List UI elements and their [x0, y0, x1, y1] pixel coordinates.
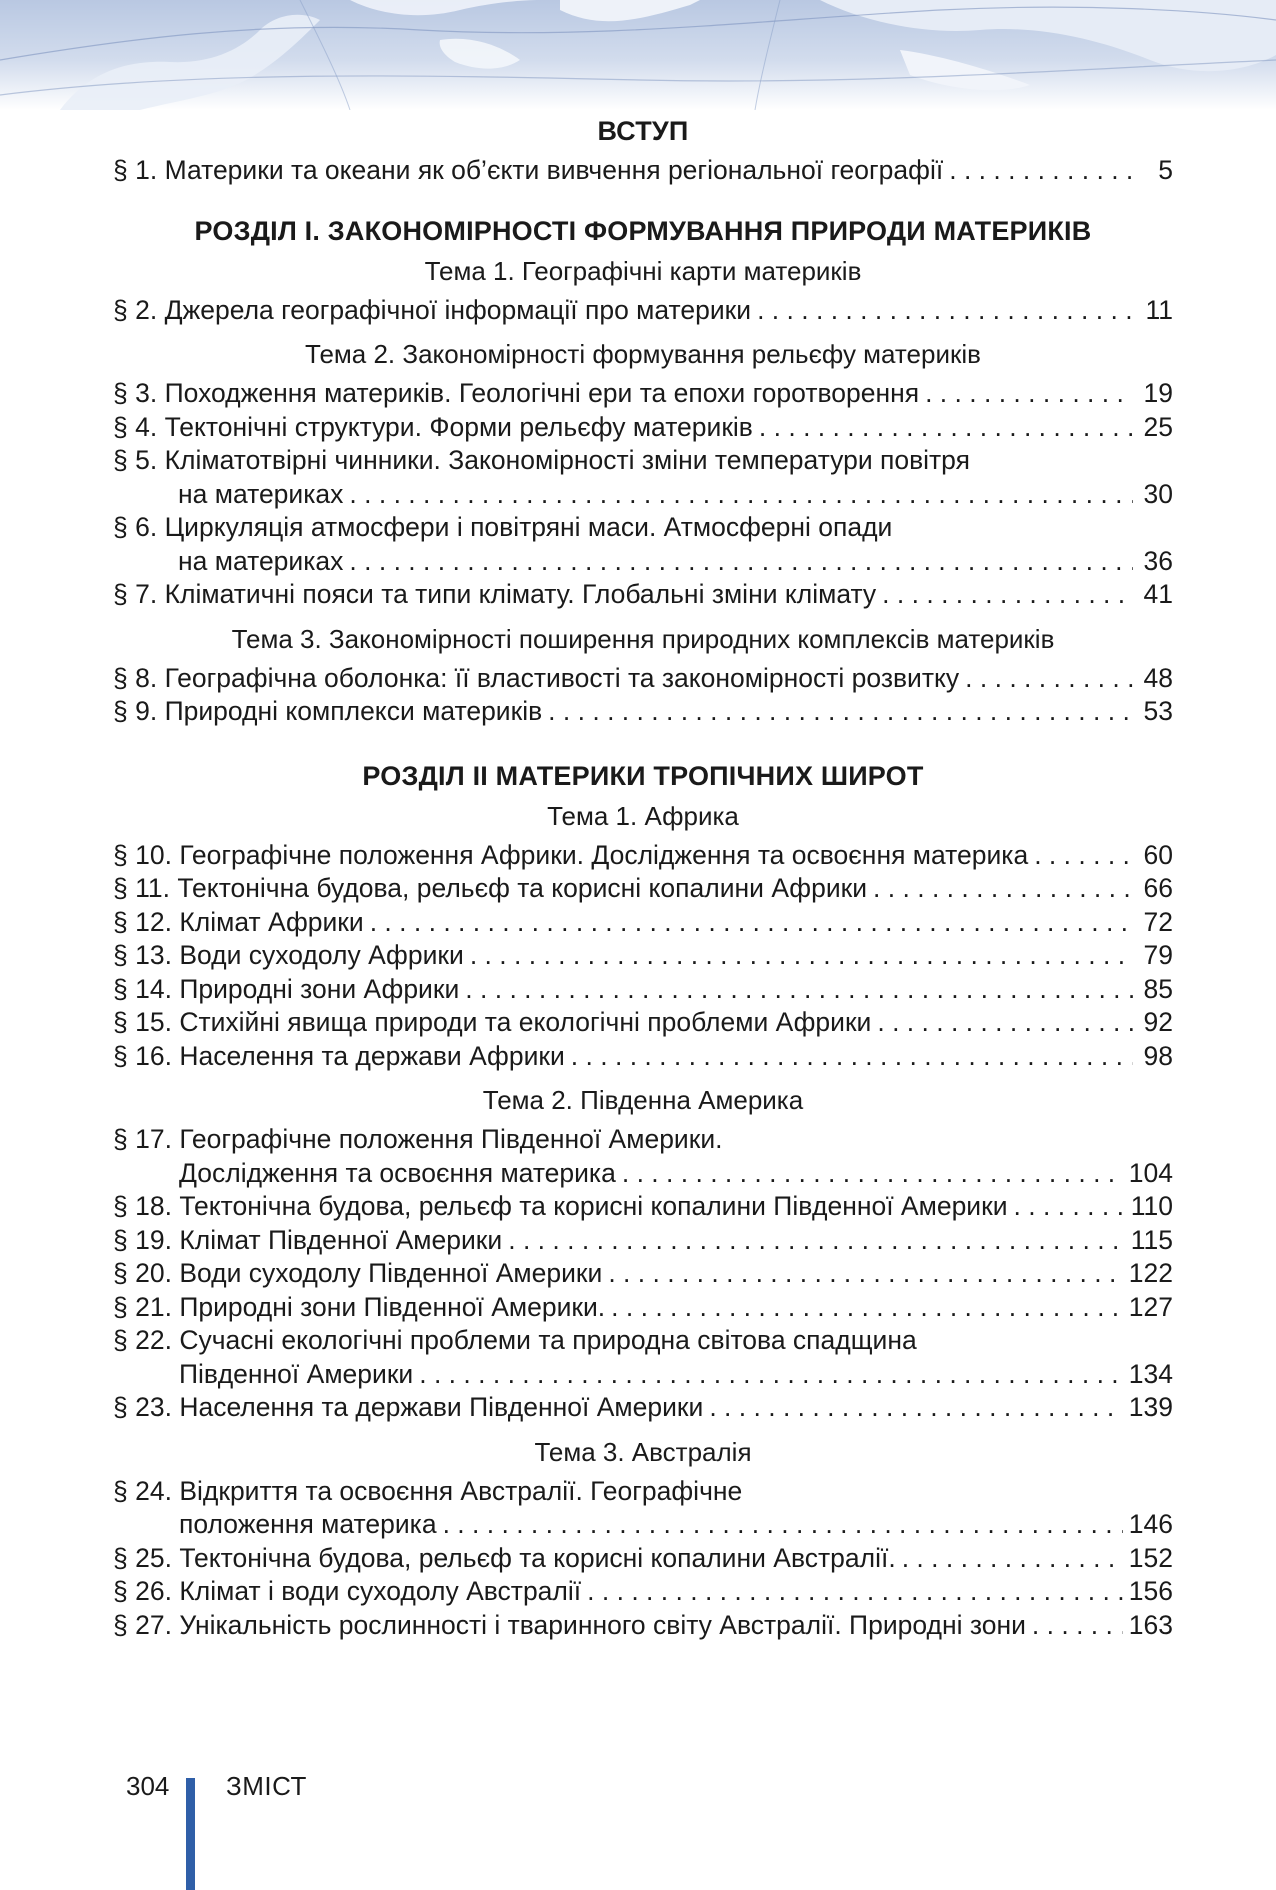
entry-title: Води суходолу Африки — [179, 940, 464, 970]
toc-entry[interactable] — [113, 839, 1173, 873]
leader-dots — [949, 154, 1133, 188]
entry-page: 48 — [1143, 662, 1173, 693]
entry-title: Географічне положення Південної Америки. — [179, 1124, 723, 1154]
section-title: РОЗДІЛ І. ЗАКОНОМІРНОСТІ ФОРМУВАННЯ ПРИРОДИ МАТЕРИКІВ — [194, 215, 1092, 246]
entry-page: 85 — [1143, 973, 1173, 1004]
entry-page: 163 — [1128, 1609, 1173, 1640]
entry-number: § 26. — [113, 1576, 172, 1606]
leader-dots — [709, 1391, 1122, 1425]
entry-number: § 24. — [113, 1475, 172, 1506]
entry-page: 134 — [1128, 1358, 1173, 1389]
entry-page: 92 — [1143, 1007, 1173, 1037]
leader-dots — [548, 695, 1133, 729]
toc-entry[interactable] — [113, 1006, 1173, 1040]
entry-title: Унікальність рослинності і тваринного світу Австралії. Природні зони — [179, 1609, 1026, 1640]
topic-title: Тема 1. Географічні карти материків — [424, 255, 862, 286]
toc-entry[interactable] — [113, 1609, 1173, 1643]
entry-number: § 11. — [113, 873, 170, 903]
entry-title-continued: Південної Америки — [179, 1358, 414, 1389]
entry-number: § 10. — [113, 839, 172, 870]
entry-page: 152 — [1128, 1542, 1173, 1573]
entry-page: 36 — [1143, 545, 1173, 576]
leader-dots — [571, 1040, 1133, 1074]
entry-number: § 2. — [113, 294, 158, 325]
entry-number: § 22. — [113, 1325, 172, 1355]
leader-dots — [1032, 1609, 1123, 1643]
entry-title-continued: на материках — [178, 478, 344, 509]
toc-entry[interactable] — [113, 1575, 1173, 1609]
topic-title: Тема 1. Африка — [547, 800, 739, 831]
entry-title-continued: положення материка — [179, 1509, 437, 1539]
entry-number: § 9. — [113, 696, 158, 726]
leader-dots — [925, 377, 1133, 411]
entry-title: Сучасні екологічні проблеми та природна світова спадщина — [179, 1325, 917, 1355]
leader-dots — [508, 1224, 1125, 1258]
entry-number: § 15. — [113, 1007, 172, 1037]
entry-title: Тектонічна будова, рельєф та корисні копалини Австралії. — [179, 1542, 896, 1573]
entry-page: 30 — [1143, 478, 1173, 509]
leader-dots — [608, 1257, 1122, 1291]
entry-title: Клімат Африки — [179, 906, 364, 937]
toc-entry[interactable] — [113, 939, 1173, 973]
entry-title: Населення та держави Африки — [179, 1040, 565, 1071]
toc-entry[interactable] — [113, 1542, 1173, 1576]
header-map-banner — [0, 0, 1276, 110]
leader-dots — [882, 578, 1133, 612]
toc-entry[interactable] — [113, 578, 1173, 612]
leader-dots — [587, 1575, 1123, 1609]
toc-entry[interactable] — [113, 511, 1173, 578]
entry-title: Походження материків. Геологічні ери та епохи горотворення — [164, 378, 920, 408]
entry-page: 122 — [1128, 1258, 1173, 1288]
toc-entry[interactable] — [113, 411, 1173, 445]
entry-title-continued: на материках — [178, 545, 344, 576]
entry-title: Кліматотвірні чинники. Закономірності зміни температури повітря — [164, 445, 970, 475]
entry-number: § 16. — [113, 1040, 172, 1071]
entry-page: 19 — [1143, 378, 1173, 408]
entry-number: § 23. — [113, 1392, 172, 1422]
entry-number: § 20. — [113, 1258, 172, 1288]
page-number: 304 — [126, 1771, 170, 1801]
entry-number: § 8. — [113, 662, 158, 693]
entry-number: § 13. — [113, 940, 172, 970]
entry-page: 41 — [1143, 579, 1173, 609]
entry-number: § 27. — [113, 1609, 172, 1640]
toc-entry[interactable] — [113, 662, 1173, 696]
entry-number: § 6. — [113, 512, 158, 542]
toc-entry[interactable] — [113, 444, 1173, 511]
entry-title: Кліматичні пояси та типи клімату. Глобальні зміни клімату — [164, 579, 877, 609]
entry-number: § 4. — [113, 411, 158, 442]
entry-page: 139 — [1128, 1392, 1173, 1422]
section-title: РОЗДІЛ ІІ МАТЕРИКИ ТРОПІЧНИХ ШИРОТ — [362, 760, 924, 791]
leader-dots — [419, 1358, 1123, 1392]
entry-title: Циркуляція атмосфери і повітряні маси. Атмосферні опади — [164, 512, 893, 542]
entry-title: Тектонічні структури. Форми рельєфу материків — [164, 411, 753, 442]
entry-title: Географічне положення Африки. Дослідження та освоєння материка — [179, 839, 1029, 870]
toc-entry[interactable] — [113, 1257, 1173, 1291]
leader-dots — [1034, 839, 1133, 873]
leader-dots — [370, 906, 1133, 940]
entry-page: 115 — [1130, 1224, 1173, 1255]
entry-number: § 12. — [113, 906, 172, 937]
entry-page: 11 — [1145, 294, 1173, 325]
entry-title: Клімат і води суходолу Австралії — [179, 1576, 582, 1606]
entry-page: 25 — [1143, 411, 1173, 442]
entry-title: Тектонічна будова, рельєф та корисні копалини Африки — [177, 873, 868, 903]
toc-entry[interactable] — [113, 1291, 1173, 1325]
entry-number: § 7. — [113, 579, 158, 609]
leader-dots — [465, 973, 1133, 1007]
leader-dots — [757, 294, 1133, 328]
toc-entry[interactable] — [113, 872, 1173, 906]
footer-divider — [186, 1778, 195, 1890]
entry-number: § 17. — [113, 1124, 172, 1154]
entry-page: 156 — [1128, 1576, 1173, 1606]
entry-title-continued: Дослідження та освоєння материка — [179, 1157, 616, 1188]
entry-page: 127 — [1128, 1291, 1173, 1322]
entry-title: Природні комплекси материків — [164, 696, 543, 726]
leader-dots — [902, 1542, 1123, 1576]
entry-number: § 14. — [113, 973, 172, 1004]
footer-label: ЗМІСТ — [226, 1771, 307, 1801]
leader-dots — [470, 939, 1133, 973]
toc-entry[interactable] — [113, 294, 1173, 328]
topic-title: Тема 3. Австралія — [534, 1436, 752, 1467]
entry-title: Материки та океани як об’єкти вивчення регіональної географії — [164, 155, 944, 185]
leader-dots — [965, 662, 1133, 696]
entry-number: § 5. — [113, 445, 158, 475]
entry-title: Клімат Південної Америки — [179, 1224, 503, 1255]
leader-dots — [877, 1006, 1133, 1040]
entry-page: 104 — [1128, 1157, 1173, 1188]
entry-page: 98 — [1143, 1040, 1173, 1071]
entry-title: Стихійні явища природи та екологічні проблеми Африки — [179, 1007, 872, 1037]
entry-title: Відкриття та освоєння Австралії. Географічне — [179, 1475, 743, 1506]
leader-dots — [873, 872, 1133, 906]
leader-dots — [622, 1157, 1123, 1191]
toc-entry[interactable] — [113, 1123, 1173, 1190]
entry-page: 146 — [1128, 1509, 1173, 1539]
entry-page: 72 — [1143, 906, 1173, 937]
topic-title: Тема 2. Південна Америка — [482, 1085, 804, 1115]
entry-page: 79 — [1143, 940, 1173, 970]
entry-title: Тектонічна будова, рельєф та корисні копалини Південної Америки — [179, 1191, 1008, 1221]
entry-title: Природні зони Південної Америки. — [179, 1291, 606, 1322]
entry-page: 66 — [1143, 873, 1173, 903]
entry-number: § 18. — [113, 1191, 172, 1221]
toc-entry[interactable] — [113, 1324, 1173, 1391]
toc-entry[interactable] — [113, 695, 1173, 729]
entry-page: 110 — [1130, 1191, 1173, 1221]
topic-title: Тема 3. Закономірності поширення природних комплексів материків — [231, 623, 1055, 654]
toc-entry[interactable] — [113, 1190, 1173, 1224]
topic-title: Тема 2. Закономірності формування рельєфу материків — [305, 339, 981, 369]
entry-page: 5 — [1158, 155, 1173, 185]
entry-number: § 25. — [113, 1542, 172, 1573]
toc-entry[interactable] — [113, 1475, 1173, 1542]
entry-title: Природні зони Африки — [179, 973, 460, 1004]
entry-title: Води суходолу Південної Америки — [179, 1258, 603, 1288]
toc-entry[interactable] — [113, 973, 1173, 1007]
entry-number: § 3. — [113, 378, 158, 408]
entry-page: 60 — [1143, 839, 1173, 870]
toc-entry[interactable] — [113, 154, 1173, 188]
entry-page: 53 — [1143, 696, 1173, 726]
entry-title: Джерела географічної інформації про материки — [164, 294, 752, 325]
entry-number: § 21. — [113, 1291, 172, 1322]
toc-entry[interactable] — [113, 1391, 1173, 1425]
page-footer — [126, 1770, 526, 1890]
leader-dots — [443, 1508, 1123, 1542]
toc-entry[interactable] — [113, 377, 1173, 411]
entry-title: Населення та держави Південної Америки — [179, 1392, 704, 1422]
leader-dots — [759, 411, 1133, 445]
toc-entry[interactable] — [113, 1224, 1173, 1258]
entry-title: Географічна оболонка: її властивості та закономірності розвитку — [164, 662, 960, 693]
table-of-contents — [113, 110, 1173, 1642]
world-map-graphic — [0, 0, 1276, 110]
leader-dots — [349, 545, 1133, 579]
toc-entry[interactable] — [113, 906, 1173, 940]
leader-dots — [349, 478, 1133, 512]
leader-dots — [611, 1291, 1123, 1325]
entry-number: § 19. — [113, 1224, 172, 1255]
leader-dots — [1014, 1190, 1125, 1224]
intro-title: ВСТУП — [597, 116, 689, 146]
toc-entry[interactable] — [113, 1040, 1173, 1074]
entry-number: § 1. — [113, 155, 158, 185]
